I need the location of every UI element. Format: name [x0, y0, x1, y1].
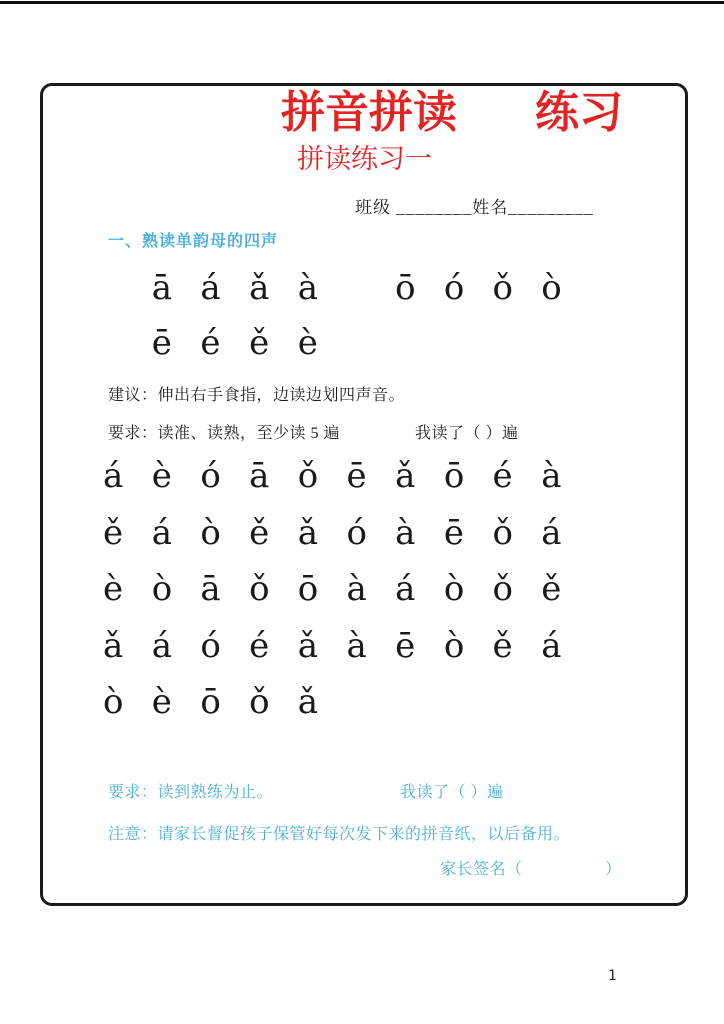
pinyin-char: è [151, 456, 172, 496]
pinyin-char: ē [151, 323, 172, 363]
pinyin-char [103, 320, 152, 366]
suggestion-line: 建议：伸出右手食指，边读边划四声音。 [108, 387, 406, 404]
parent-signature-line: 家长签名（ ） [440, 861, 622, 878]
section-heading: 一、熟读单韵母的四声 [108, 233, 279, 250]
pinyin-char: ō [443, 456, 465, 496]
pinyin-char: è [297, 323, 318, 363]
pinyin-char: é [492, 456, 513, 496]
pinyin-char: à [346, 569, 367, 609]
pinyin-char: ǒ [492, 513, 513, 553]
doc-title-suffix: 练习 [535, 88, 623, 137]
pinyin-char: á [151, 626, 172, 666]
pinyin-char: ě [103, 513, 124, 553]
pinyin-char: ā [151, 268, 172, 308]
pinyin-char: ǎ [297, 682, 319, 722]
pinyin-char: ǒ [249, 682, 270, 722]
pinyin-char: ò [200, 513, 221, 553]
class-blank-field: ________ [396, 198, 473, 217]
pinyin-char [346, 265, 395, 311]
doc-title-main: 拼音拼读 [281, 88, 457, 137]
pinyin-char: à [541, 456, 562, 496]
pinyin-char: á [200, 268, 221, 308]
pinyin-char: à [395, 513, 416, 553]
pinyin-char [103, 265, 152, 311]
pinyin-char: ǎ [395, 456, 416, 496]
pinyin-char: ǎ [297, 626, 319, 666]
class-label: 班级 [355, 198, 391, 217]
pinyin-char: é [200, 323, 221, 363]
page-number: 1 [608, 968, 617, 984]
pinyin-char: ō [395, 268, 416, 308]
class-name-line [355, 193, 594, 218]
pinyin-char: è [103, 569, 124, 609]
pinyin-char: ó [346, 513, 367, 553]
footer-read-count-line: 我读了（ ）遍 [400, 784, 504, 801]
pinyin-char: ǒ [249, 569, 270, 609]
pinyin-char: è [151, 682, 172, 722]
pinyin-char: ó [443, 268, 465, 308]
pinyin-grid-row-5 [103, 679, 346, 725]
pinyin-char: á [541, 513, 562, 553]
pinyin-char: é [249, 626, 270, 666]
doc-title [281, 90, 623, 136]
pinyin-char: ò [443, 569, 465, 609]
pinyin-grid-row-4 [103, 623, 590, 669]
pinyin-char: ó [200, 456, 221, 496]
pinyin-char: ē [395, 626, 416, 666]
pinyin-char: ē [443, 513, 464, 553]
pinyin-char: à [297, 268, 319, 308]
pinyin-grid-row-2 [103, 510, 590, 556]
pinyin-char: á [541, 626, 562, 666]
name-label: 姓名 [472, 198, 509, 217]
doc-subtitle: 拼读练习一 [297, 144, 432, 174]
pinyin-char: ò [151, 569, 173, 609]
pinyin-char: ǒ [297, 456, 319, 496]
pinyin-char: ǎ [249, 268, 270, 308]
requirement-line: 要求：读准、读熟，至少读 5 遍 [108, 425, 341, 442]
pinyin-grid-row-1 [103, 453, 590, 499]
pinyin-char: ǒ [492, 268, 513, 308]
vowel-row-a-o [103, 265, 590, 311]
pinyin-char: ě [541, 569, 562, 609]
pinyin-char: ō [200, 682, 221, 722]
read-count-line: 我读了（ ）遍 [415, 425, 519, 442]
pinyin-char: ě [249, 513, 270, 553]
notice-line: 注意：请家长督促孩子保管好每次发下来的拼音纸，以后备用。 [108, 826, 571, 843]
pinyin-char: ā [249, 456, 270, 496]
pinyin-grid-row-3 [103, 566, 590, 612]
name-blank-field: _________ [508, 198, 594, 217]
pinyin-char: ā [200, 569, 221, 609]
pinyin-char: ě [249, 323, 270, 363]
pinyin-char: ō [297, 569, 319, 609]
vowel-row-e [103, 320, 346, 366]
top-rule [0, 1, 724, 4]
pinyin-char: ǒ [492, 569, 513, 609]
pinyin-char: ò [443, 626, 465, 666]
pinyin-char: ě [492, 626, 513, 666]
pinyin-char: ǎ [103, 626, 124, 666]
pinyin-char: ē [346, 456, 367, 496]
pinyin-char: á [395, 569, 416, 609]
pinyin-char: á [103, 456, 124, 496]
pinyin-char: á [151, 513, 172, 553]
pinyin-char: ò [541, 268, 562, 308]
footer-requirement-line: 要求：读到熟练为止。 [108, 784, 274, 801]
pinyin-char: à [346, 626, 367, 666]
pinyin-char: ǎ [297, 513, 319, 553]
pinyin-char: ò [103, 682, 124, 722]
pinyin-char: ó [200, 626, 221, 666]
